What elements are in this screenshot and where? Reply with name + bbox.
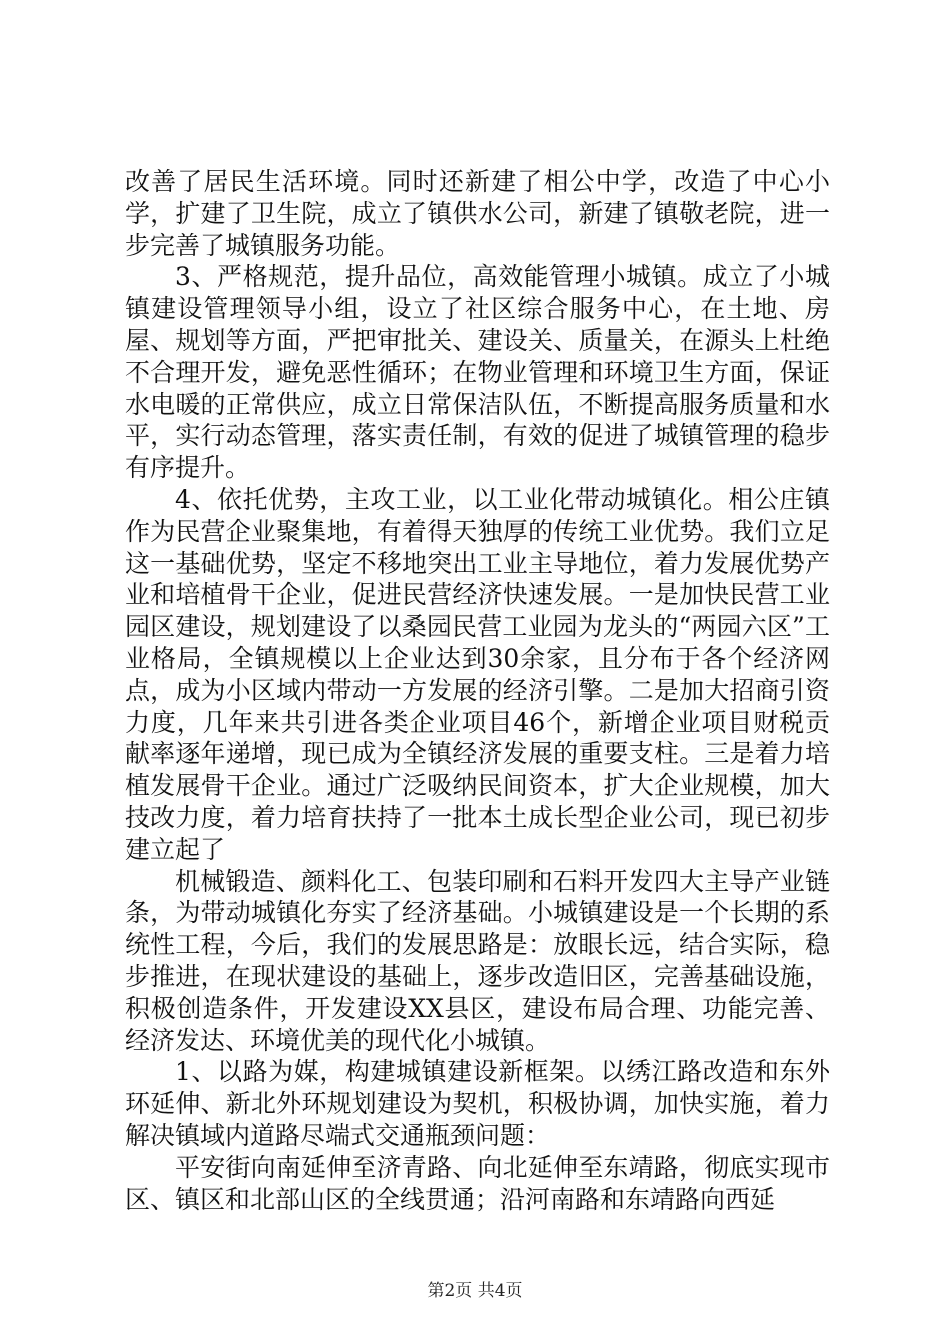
paragraph-2: 3、严格规范，提升品位，高效能管理小城镇。成立了小城镇建设管理领导小组，设立了社区综合服务中心，在土地、房屋、规划等方面，严把审批关、建设关、质量关，在源头上杜绝不合理开发，避免恶性循环；在物业管理和环境卫生方面，保证水电暖的正常供应，成立日常保洁队伍，不断提高服务质量和水平，实行动态管理，落实责任制，有效的促进了城镇管理的稳步有序提升。 xyxy=(125,262,830,483)
paragraph-6: 平安街向南延伸至济青路、向北延伸至东靖路，彻底实现市区、镇区和北部山区的全线贯通；沿河南路和东靖路向西延 xyxy=(125,1152,830,1214)
paragraph-4: 机械锻造、颜料化工、包装印刷和石料开发四大主导产业链条，为带动城镇化夯实了经济基础。小城镇建设是一个长期的系统性工程，今后，我们的发展思路是：放眼长远，结合实际，稳步推进，在现状建设的基础上，逐步改造旧区，完善基础设施，积极创造条件，开发建设XX县区，建设布局合理、功能完善、经济发达、环境优美的现代化小城镇。 xyxy=(125,866,830,1055)
paragraph-3: 4、依托优势，主攻工业，以工业化带动城镇化。相公庄镇作为民营企业聚集地，有着得天独厚的传统工业优势。我们立足这一基础优势，坚定不移地突出工业主导地位，着力发展优势产业和培植骨干企业，促进民营经济快速发展。一是加快民营工业园区建设，规划建设了以桑园民营工业园为龙头的“两园六区”工业格局，全镇规模以上企业达到30余家，且分布于各个经济网点，成为小区域内带动一方发展的经济引擎。二是加大招商引资力度，几年来共引进各类企业项目46个，新增企业项目财税贡献率逐年递增，现已成为全镇经济发展的重要支柱。三是着力培植发展骨干企业。通过广泛吸纳民间资本，扩大企业规模，加大技改力度，着力培育扶持了一批本土成长型企业公司，现已初步建立起了 xyxy=(125,484,830,864)
document-body xyxy=(125,166,830,1215)
page-number-footer: 第2页 共4页 xyxy=(427,1281,523,1301)
paragraph-5: 1、以路为媒，构建城镇建设新框架。以绣江路改造和东外环延伸、新北外环规划建设为契机，积极协调，加快实施，着力解决镇域内道路尽端式交通瓶颈问题： xyxy=(125,1057,830,1150)
paragraph-1: 改善了居民生活环境。同时还新建了相公中学，改造了中心小学，扩建了卫生院，成立了镇供水公司，新建了镇敬老院，进一步完善了城镇服务功能。 xyxy=(125,167,830,260)
